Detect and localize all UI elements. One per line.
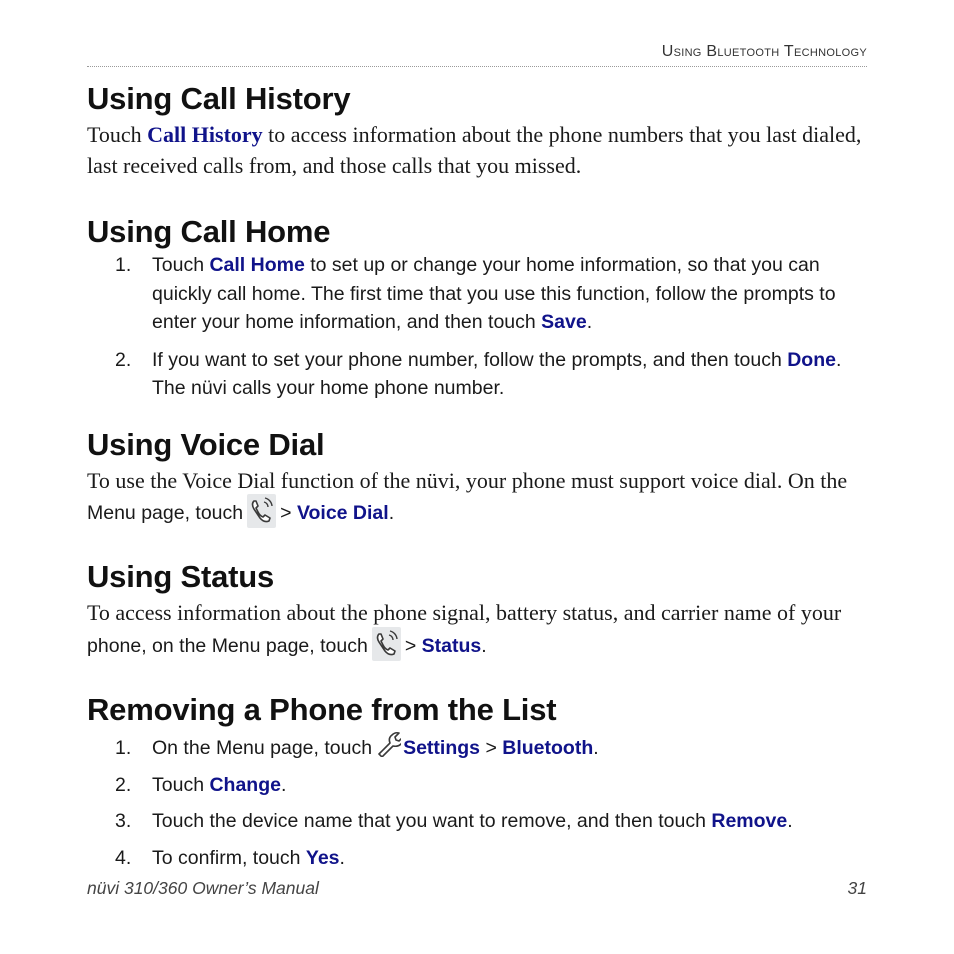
step-text: If you want to set your phone number, follow the prompts, and then touch [152,348,788,371]
save-link: Save [541,311,587,333]
list-item [87,771,868,800]
period: . [339,846,345,869]
call-history-link: Call History [147,122,263,147]
step-text: Touch [152,254,210,276]
status-line-2 [87,630,487,664]
voice-dial-line-2 [87,497,394,531]
bluetooth-link: Bluetooth [502,737,594,759]
step-text: . The nüvi calls your home phone number. [152,348,842,399]
change-link: Change [209,773,281,796]
breadcrumb-separator: > [404,635,417,658]
status-text: phone, on the Menu page, touch [87,635,368,658]
list-item [87,734,868,763]
running-head: Using Bluetooth Technology [661,43,867,60]
heading-voice-dial: Using Voice Dial [87,427,325,462]
header-rule [87,66,867,67]
step-number: 1. [115,737,132,759]
list-item [87,844,868,873]
step-text: to set up or change your home information, so that you can quickly call home. The first time that you use this function, follow the prompts to enter your home information, and then touch [152,254,836,333]
period: . [481,635,487,658]
status-line-1: To access information about the phone signal, battery status, and carrier name of your [87,600,842,625]
voice-dial-line-1: To use the Voice Dial function of the nüvi, your phone must support voice dial. On the [87,468,848,493]
voice-dial-link: Voice Dial [296,502,389,525]
step-number: 3. [115,810,132,833]
call-history-text-2: to access information about the phone numbers that you last dialed, last received calls from, and those calls that you missed. [87,122,862,178]
page-number: 31 [847,878,867,898]
status-link: Status [421,635,482,658]
step-number: 4. [115,846,132,869]
list-item [87,346,868,403]
remove-phone-steps [87,734,868,872]
breadcrumb-separator: > [280,502,292,525]
heading-call-home: Using Call Home [87,214,331,249]
period: . [593,737,599,759]
breadcrumb-separator: > [485,737,497,759]
heading-status: Using Status [87,559,275,594]
settings-link: Settings [403,737,481,759]
phone-icon [372,627,401,661]
heading-remove-phone: Removing a Phone from the List [87,692,557,727]
step-text: Touch [152,773,210,796]
call-history-paragraph [87,119,868,181]
step-number: 2. [115,773,132,796]
yes-link: Yes [305,846,340,869]
period: . [280,773,287,796]
list-item [87,251,868,337]
step-text: To confirm, touch [152,846,306,869]
step-text: Touch the device name that you want to remove, and then touch [152,810,712,833]
step-number: 2. [115,348,132,371]
wrench-icon [376,729,401,757]
step-text: On the Menu page, touch [152,737,373,759]
call-home-link: Call Home [209,254,305,276]
step-text: . [586,311,593,333]
footer-manual-title: nüvi 310/360 Owner’s Manual [87,878,319,898]
phone-icon [247,494,276,528]
step-number: 1. [115,254,132,276]
call-home-steps [87,251,868,403]
remove-link: Remove [711,810,788,833]
list-item [87,807,868,836]
heading-call-history: Using Call History [87,81,351,116]
done-link: Done [787,348,836,371]
voice-dial-text: Menu page, touch [87,502,244,525]
period: . [388,502,395,525]
call-history-text-1: Touch [87,122,148,147]
period: . [787,810,793,833]
